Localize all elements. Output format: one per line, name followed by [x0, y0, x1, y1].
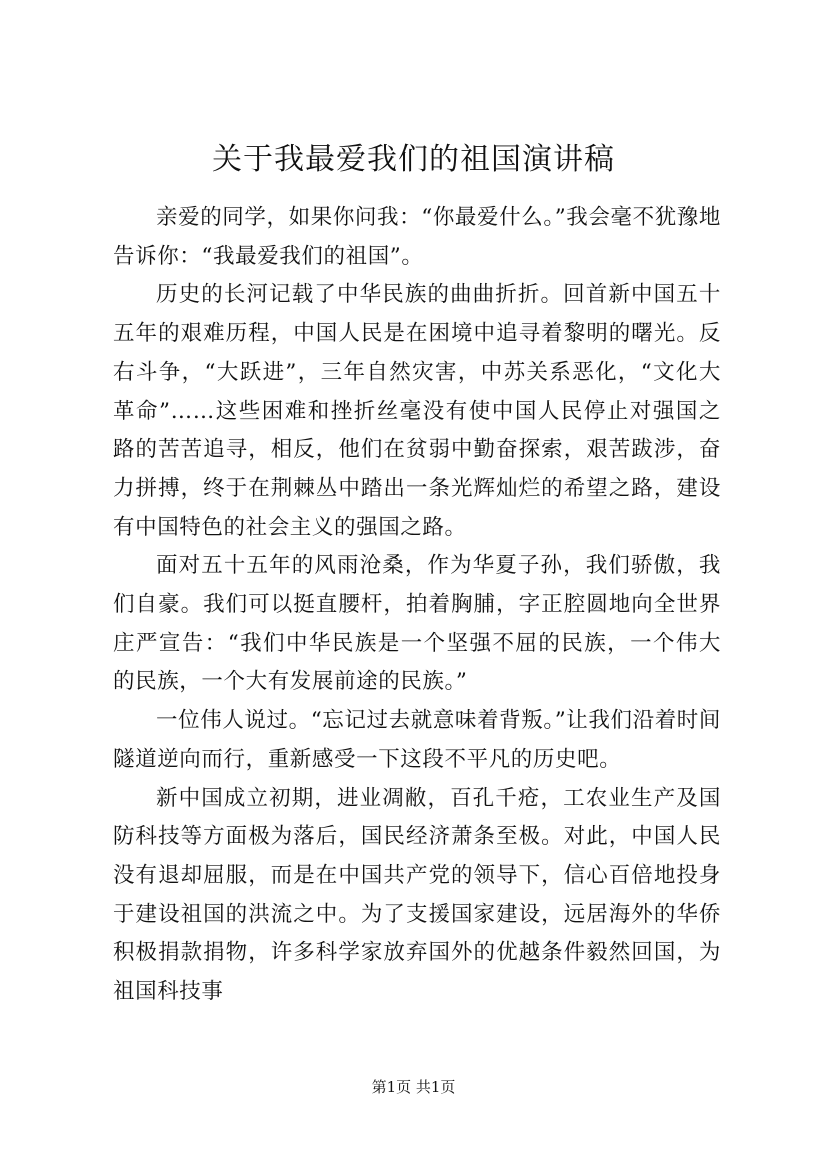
document-body [113, 199, 721, 1012]
paragraph-3: 面对五十五年的风雨沧桑，作为华夏子孙，我们骄傲，我们自豪。我们可以挺直腰杆，拍着胸脯，字正腔圆地向全世界庄严宣告：“我们中华民族是一个坚强不屈的民族，一个伟大的民族，一个大有发展前途的民族。” [113, 553, 721, 695]
page-number-footer: 第1页 共1页 [371, 1078, 456, 1096]
paragraph-4: 一位伟人说过。“忘记过去就意味着背叛。”让我们沿着时间隧道逆向而行，重新感受一下这段不平凡的历史吧。 [113, 708, 721, 772]
document-title: 关于我最爱我们的祖国演讲稿 [212, 142, 615, 177]
paragraph-5: 新中国成立初期，进业凋敝，百孔千疮，工农业生产及国防科技等方面极为落后，国民经济萧条至极。对此，中国人民没有退却屈服，而是在中国共产党的领导下，信心百倍地投身于建设祖国的洪流之中。为了支援国家建设，远居海外的华侨积极捐款捐物，许多科学家放弃国外的优越条件毅然回国，为祖国科技事 [113, 785, 721, 1005]
paragraph-2: 历史的长河记载了中华民族的曲曲折折。回首新中国五十五年的艰难历程，中国人民是在困境中追寻着黎明的曙光。反右斗争，“大跃进”，三年自然灾害，中苏关系恶化，“文化大革命”……这些困难和挫折丝毫没有使中国人民停止对强国之路的苦苦追寻，相反，他们在贫弱中勤奋探索，艰苦跋涉，奋力拼搏，终于在荆棘丛中踏出一条光辉灿烂的希望之路，建设有中国特色的社会主义的强国之路。 [113, 282, 721, 540]
paragraph-1: 亲爱的同学，如果你问我：“你最爱什么。”我会毫不犹豫地告诉你：“我最爱我们的祖国”。 [113, 205, 721, 269]
